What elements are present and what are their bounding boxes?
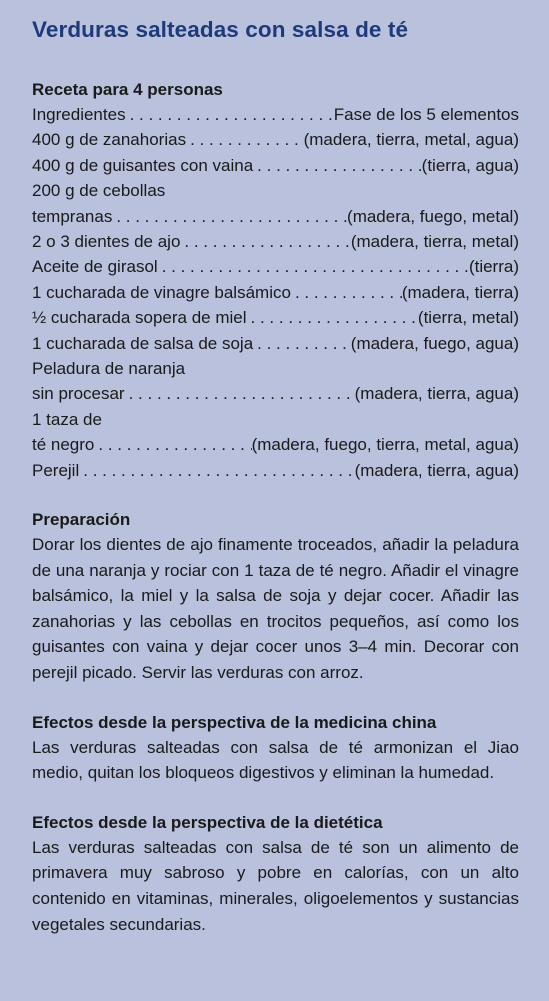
ingredient-row [32,432,519,457]
ingredient-name: té negro [32,435,95,455]
ingredient-name: sin procesar [32,384,125,404]
ingredient-elements: (tierra) [468,257,519,277]
ingredients-heading: Receta para 4 personas [32,80,223,99]
leader-dots [112,204,347,229]
preparation-section [32,507,519,686]
ingredients-column-label: Ingredientes [32,105,126,124]
leader-dots [125,381,355,406]
ingredient-elements: (madera, tierra, metal, agua) [303,130,519,150]
ingredient-elements: (tierra, agua) [421,155,519,175]
effects-chinese-section [32,710,519,786]
leader-dots [158,254,469,279]
ingredient-elements: (madera, tierra, agua) [354,460,519,480]
effects-chinese-text: Las verduras salteadas con salsa de té armonizan el Jiao medio, quitan los bloqueos digestivos y eliminan la humedad. [32,737,519,783]
elements-column-label: Fase de los 5 elementos [333,105,519,124]
recipe-title: Verduras salteadas con salsa de té [32,17,409,42]
effects-dietetic-heading: Efectos desde la perspectiva de la dietética [32,812,383,832]
preparation-text: Dorar los dientes de ajo finamente troceados, añadir la peladura de una naranja y rociar con 1 taza de té negro. Añadir el vinagre balsámico, la miel y la salsa de soja y dejar cocer. Añadir las zanahorias y las cebollas en trocitos pequeños, así como los guisantes con vaina y dejar cocer unos 3–4 min. Decorar con perejil picado. Servir las verduras con arroz. [32,535,519,683]
ingredient-name: ½ cucharada sopera de miel [32,308,247,328]
ingredient-elements: (madera, fuego, agua) [350,333,519,353]
ingredient-name: 1 cucharada de vinagre balsámico [32,282,291,302]
ingredient-row [32,254,519,279]
ingredients-section [32,77,519,483]
ingredient-row [32,458,519,483]
ingredient-elements: (tierra, metal) [417,308,519,328]
leader-dots [186,127,304,152]
leader-dots [291,280,402,305]
ingredient-row [32,305,519,330]
leader-dots [94,432,251,457]
ingredient-elements: (madera, fuego, metal) [347,206,519,226]
effects-dietetic-section [32,810,519,937]
ingredient-name: Perejil [32,460,80,480]
ingredient-elements: (madera, tierra, agua) [354,384,519,404]
leader-dots [126,102,334,127]
ingredients-header-row [32,102,519,127]
ingredient-name: tempranas [32,206,113,226]
preparation-heading: Preparación [32,510,131,530]
ingredient-elements: (madera, fuego, tierra, metal, agua) [251,435,519,455]
ingredient-row [32,280,519,305]
ingredient-row [32,229,519,254]
ingredient-prefix: Peladura de naranja [32,359,186,379]
ingredient-name: 1 cucharada de salsa de soja [32,333,254,353]
leader-dots [253,331,351,356]
leader-dots [247,305,418,330]
leader-dots [180,229,350,254]
ingredient-name: Aceite de girasol [32,257,158,277]
ingredient-row [32,204,519,229]
effects-dietetic-text: Las verduras salteadas con salsa de té son un alimento de primavera muy sabroso y pobre en calorías, con un alto contenido en vitaminas, minerales, oligoelementos y sustancias vegetales secundarias. [32,837,519,934]
ingredient-elements: (madera, tierra) [401,282,519,302]
leader-dots [253,153,422,178]
ingredient-prefix: 200 g de cebollas [32,181,166,201]
ingredient-name: 2 o 3 dientes de ajo [32,232,181,252]
leader-dots [79,458,354,483]
effects-chinese-heading: Efectos desde la perspectiva de la medicina china [32,712,437,732]
ingredient-prefix: 1 taza de [32,409,102,429]
ingredient-name: 400 g de zanahorias [32,130,187,150]
ingredient-row [32,127,519,152]
ingredient-name: 400 g de guisantes con vaina [32,155,254,175]
ingredient-elements: (madera, tierra, metal) [350,232,519,252]
ingredient-row [32,153,519,178]
ingredient-row [32,331,519,356]
ingredient-row [32,381,519,406]
